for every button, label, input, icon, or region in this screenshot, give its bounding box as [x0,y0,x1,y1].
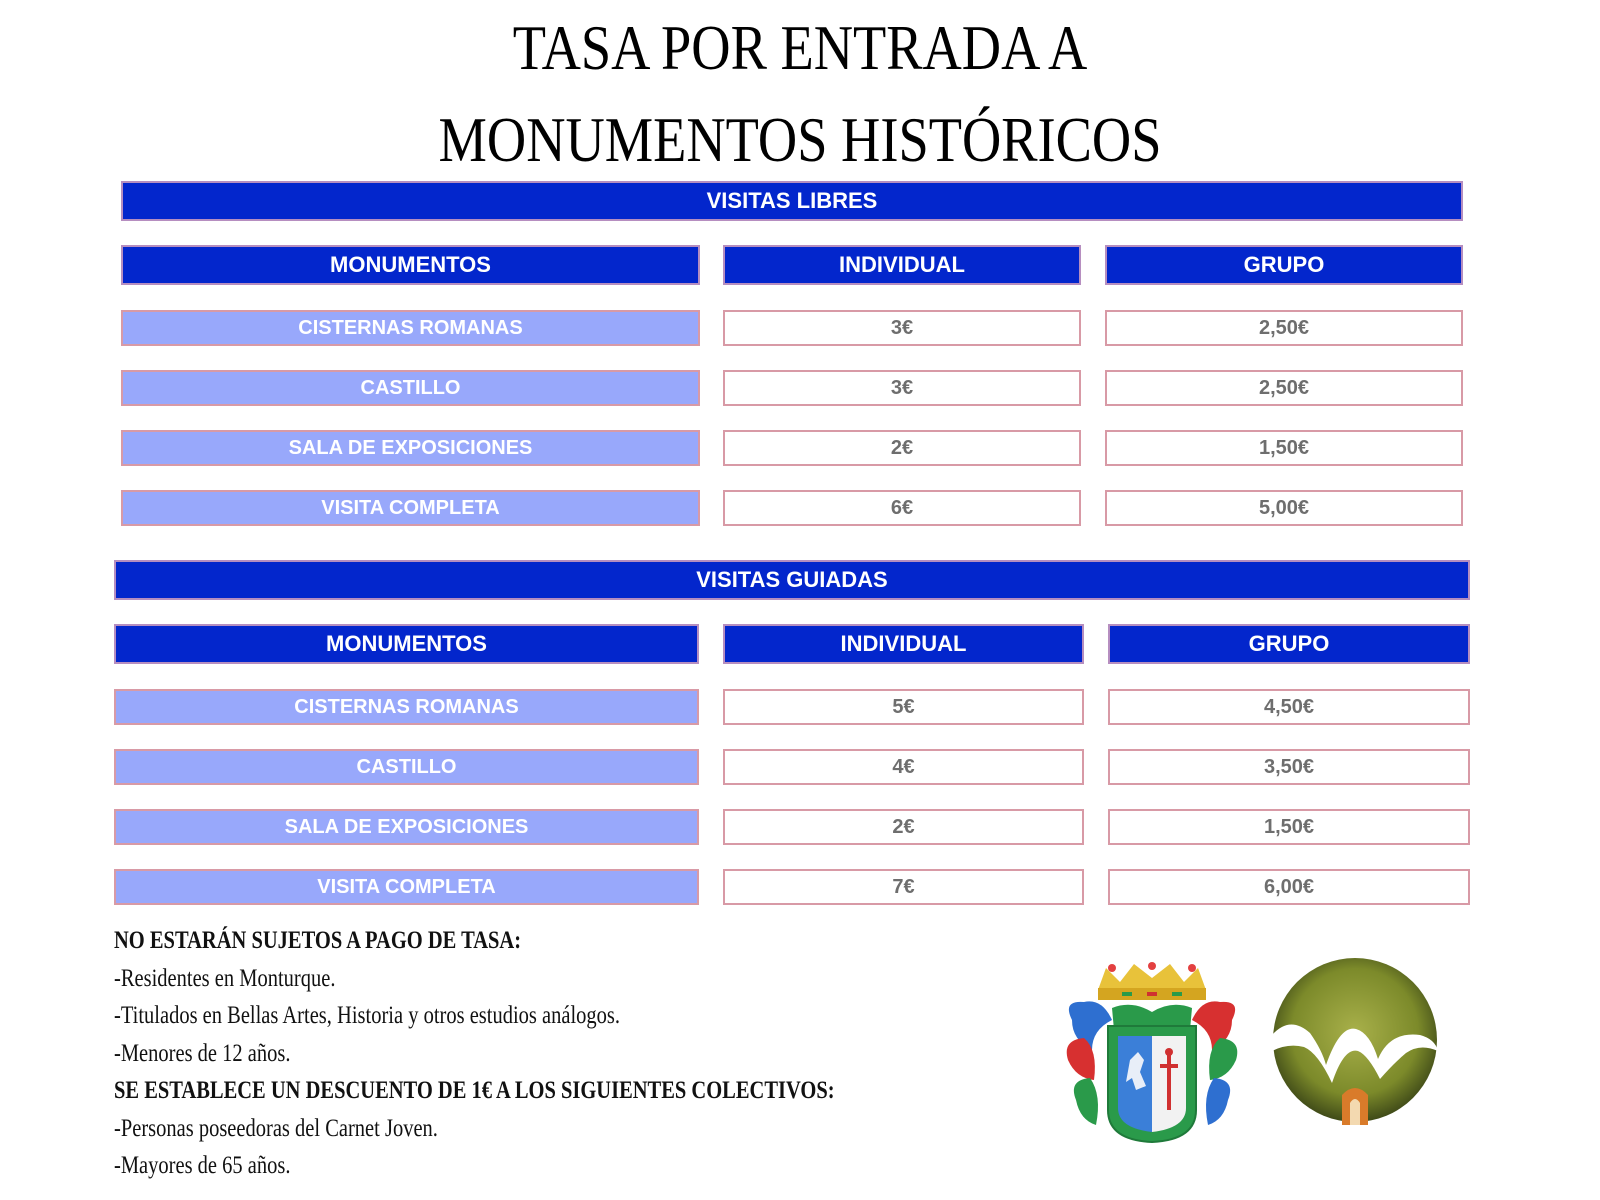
page-title-line-2: MONUMENTOS HISTÓRICOS [438,104,1162,175]
individual-price-cell: 3€ [723,310,1081,346]
group-price-cell: 2,50€ [1105,370,1463,406]
monturque-logo-icon [1270,955,1440,1125]
exempt-item: -Titulados en Bellas Artes, Historia y otros estudios análogos. [114,1002,621,1029]
individual-price-cell: 2€ [723,809,1084,845]
section-banner: VISITAS GUIADAS [114,560,1470,600]
monument-cell: VISITA COMPLETA [114,869,699,905]
column-header-individual: INDIVIDUAL [723,245,1081,285]
exempt-item: -Menores de 12 años. [114,1039,291,1067]
column-header-grupo: GRUPO [1105,245,1463,285]
group-price-cell: 6,00€ [1108,869,1470,905]
group-price-cell: 3,50€ [1108,749,1470,785]
coat-of-arms-icon [1062,960,1242,1145]
group-price-cell: 5,00€ [1105,490,1463,526]
monument-cell: CASTILLO [114,749,699,785]
column-header-grupo: GRUPO [1108,624,1470,664]
group-price-cell: 4,50€ [1108,689,1470,725]
exempt-heading: NO ESTARÁN SUJETOS A PAGO DE TASA: [114,927,522,954]
monument-cell: VISITA COMPLETA [121,490,700,526]
column-header-individual: INDIVIDUAL [723,624,1084,664]
individual-price-cell: 3€ [723,370,1081,406]
discount-item: -Personas poseedoras del Carnet Joven. [114,1114,438,1142]
group-price-cell: 1,50€ [1105,430,1463,466]
discount-heading: SE ESTABLECE UN DESCUENTO DE 1€ A LOS SIGUIENTES COLECTIVOS: [114,1077,835,1104]
page-title-line-1: TASA POR ENTRADA A [512,12,1088,83]
column-header-monumentos: MONUMENTOS [114,624,699,664]
individual-price-cell: 6€ [723,490,1081,526]
monument-cell: SALA DE EXPOSICIONES [121,430,700,466]
section-banner: VISITAS LIBRES [121,181,1463,221]
monument-cell: CASTILLO [121,370,700,406]
monument-cell: SALA DE EXPOSICIONES [114,809,699,845]
discount-item: -Mayores de 65 años. [114,1152,291,1179]
notes-block [114,922,993,1185]
individual-price-cell: 4€ [723,749,1084,785]
exempt-item: -Residentes en Monturque. [114,964,336,992]
individual-price-cell: 2€ [723,430,1081,466]
column-header-monumentos: MONUMENTOS [121,245,700,285]
group-price-cell: 2,50€ [1105,310,1463,346]
group-price-cell: 1,50€ [1108,809,1470,845]
monument-cell: CISTERNAS ROMANAS [121,310,700,346]
monument-cell: CISTERNAS ROMANAS [114,689,699,725]
individual-price-cell: 5€ [723,689,1084,725]
individual-price-cell: 7€ [723,869,1084,905]
